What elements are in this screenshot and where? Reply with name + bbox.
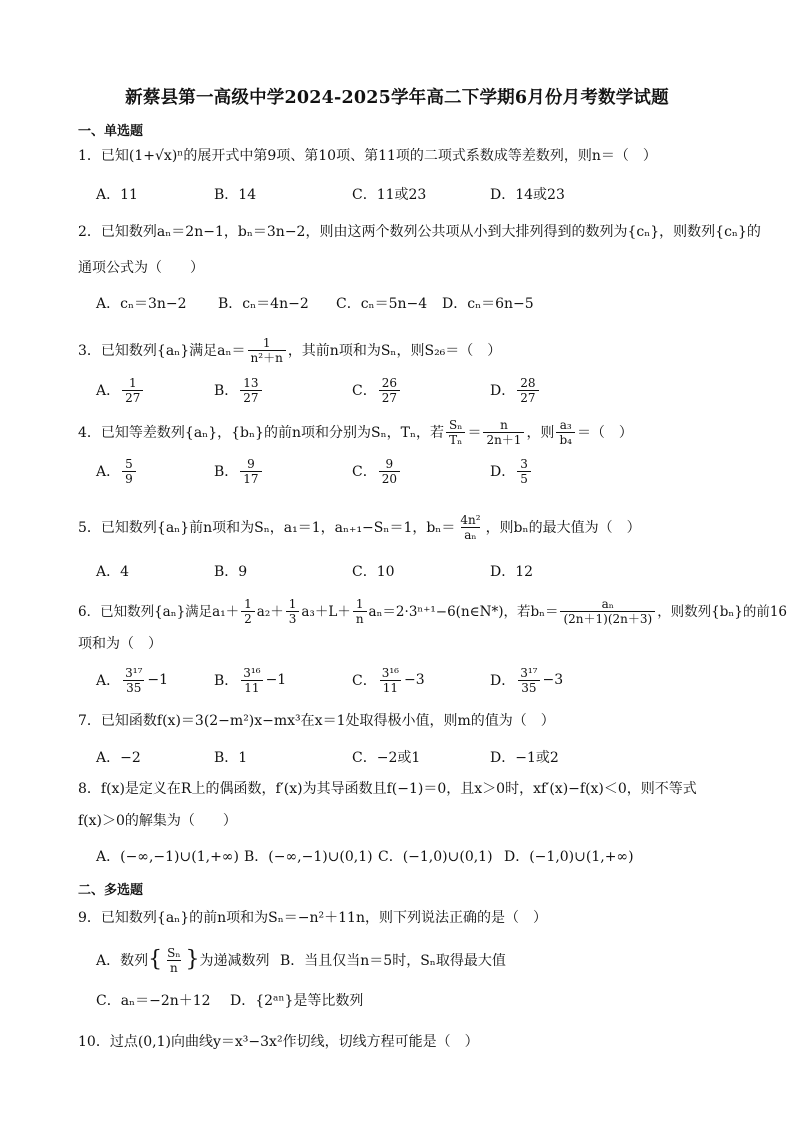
fraction-denominator: 20 [379,471,400,486]
fraction-numerator: 28 [520,375,536,390]
question-2-option-b[interactable]: B．cₙ＝4n−2 [218,296,309,312]
exam-title: 新蔡县第一高级中学2024-2025学年高二下学期6月份月考数学试题 [125,88,669,108]
question-4-option-c[interactable] [352,451,402,491]
question-2-option-d[interactable]: D．cₙ＝6n−5 [442,296,534,312]
option-fraction [379,376,400,405]
fraction-numerator: 3¹⁶ [243,665,261,680]
fraction-denominator: 11 [380,680,401,695]
question-5-text [78,513,641,542]
fraction-denominator: aₙ [461,527,479,542]
fraction-denominator: n²＋n [248,350,286,365]
fraction-denominator: 27 [122,390,143,405]
option-tail: −1 [147,672,169,688]
option-fraction [122,376,143,405]
option-label: D． [490,673,516,689]
question-5-fraction [457,513,483,542]
option-tail: −3 [542,672,564,688]
fraction-denominator: n [353,611,367,626]
option-label: A． [96,673,121,689]
question-4-option-d[interactable] [490,451,533,491]
fraction-denominator: 35 [518,680,539,695]
option-fraction [122,666,145,695]
question-6-mid-a: a₂＋ [256,603,284,620]
question-9-option-a[interactable] [96,940,270,980]
question-4-prefix: 4．已知等差数列{aₙ}，{bₙ}的前n项和分别为Sₙ，Tₙ，若 [78,424,445,441]
fraction-denominator: 5 [517,471,531,486]
fraction-numerator: 1 [128,375,137,390]
question-3-option-b[interactable] [214,370,264,410]
fraction-denominator: 3 [286,611,300,626]
fraction-denominator: Tₙ [446,432,465,447]
fraction-numerator: 1 [355,597,364,611]
question-3-suffix: ，其前n项和为Sₙ，则S₂₆＝（ ） [287,342,502,359]
fraction-denominator: 17 [240,471,261,486]
fraction-numerator: 9 [385,456,394,471]
question-8-text-line-2: f(x)＞0的解集为（ ） [78,813,237,829]
question-8-option-c[interactable]: C．(−1,0)∪(0,1) [378,849,493,865]
question-2-option-c[interactable]: C．cₙ＝5n−4 [336,296,428,312]
question-9-text: 9．已知数列{aₙ}的前n项和为Sₙ＝−n²＋11n，则下列说法正确的是（ ） [78,910,547,926]
question-4-text [78,418,633,447]
fraction-numerator: 9 [247,456,255,471]
question-8-option-d[interactable]: D．(−1,0)∪(1,+∞) [504,849,634,865]
question-6-fraction-third [286,597,300,626]
question-2-option-a[interactable]: A．cₙ＝3n−2 [96,296,187,312]
question-6-option-c[interactable] [352,660,425,700]
fraction-numerator: a₃ [559,418,572,432]
question-3-fraction [248,336,286,365]
question-7-option-c[interactable]: C．−2或1 [352,750,421,766]
question-2-text-line-1: 2．已知数列aₙ＝2n−1，bₙ＝3n−2，则由这两个数列公共项从小到大排列得到的数列为{cₙ}，则数列{cₙ}的 [78,224,761,240]
option-tail: −1 [265,672,287,688]
question-6-option-d[interactable] [490,660,563,700]
fraction-numerator: 3¹⁶ [381,665,399,680]
question-6-option-a[interactable] [96,660,168,700]
option-tail: −3 [403,672,425,688]
question-4-fraction-s-t [446,418,465,447]
question-7-option-a[interactable]: A．−2 [96,750,141,766]
question-9-option-d[interactable]: D．{2ᵃⁿ}是等比数列 [230,993,364,1009]
question-4-fraction-n [483,418,524,447]
fraction-denominator: 2 [241,611,255,626]
fraction-denominator: 27 [379,390,400,405]
right-brace: } [185,947,200,972]
option-fraction [517,666,540,695]
option-fraction [164,946,183,975]
question-3-text [78,336,501,365]
fraction-denominator: 35 [123,680,144,695]
question-6-text-line-2: 项和为（ ） [78,636,162,652]
fraction-numerator: Sₙ [167,945,181,960]
question-7-option-d[interactable]: D．−1或2 [490,750,559,766]
question-6-mid-c: aₙ＝2·3ⁿ⁺¹−6(n∈N*)，若bₙ＝ [368,603,559,620]
option-label: C． [352,673,377,689]
option-label: D． [490,464,516,480]
option-fraction [122,457,136,486]
option-label: A． [96,383,121,399]
option-prefix: A．数列 [96,953,149,969]
question-3-option-d[interactable] [490,370,541,410]
section-single-choice: 一、单选题 [78,124,144,139]
fraction-numerator: 1 [288,597,297,611]
question-2-text-line-2: 通项公式为（ ） [78,260,204,276]
option-label: D． [490,383,516,399]
question-1-option-d[interactable]: D．14或23 [490,187,565,203]
question-9-option-b[interactable]: B．当且仅当n＝5时，Sₙ取得最大值 [280,953,506,969]
question-1-text: 1．已知(1+√x)ⁿ的展开式中第9项、第10项、第11项的二项式系数成等差数列，则n＝（ ） [78,148,657,164]
question-6-fraction-one-over-n [353,597,367,626]
question-6-option-b[interactable] [214,660,286,700]
question-6-suffix: ，则数列{bₙ}的前16 [657,603,788,620]
option-fraction [379,666,402,695]
option-label: C． [352,383,377,399]
option-fraction [517,457,531,486]
option-fraction [240,457,261,486]
fraction-numerator: 3¹⁷ [520,665,538,680]
question-6-fraction-b-n [560,597,655,626]
question-7-option-b[interactable]: B．1 [214,750,248,766]
fraction-denominator: n [167,960,181,975]
question-4-option-b[interactable] [214,451,264,491]
question-4-fraction-a-b [556,418,575,447]
option-fraction [379,457,400,486]
fraction-denominator: 27 [240,390,261,405]
fraction-denominator: 9 [122,471,136,486]
question-8-option-b[interactable]: B．(−∞,−1)∪(0,1) [244,849,373,865]
question-6-prefix: 6．已知数列{aₙ}满足a₁＋ [78,603,240,620]
fraction-numerator: aₙ [601,597,614,611]
question-5-option-a[interactable]: A．4 [96,564,130,580]
fraction-numerator: 3 [520,456,528,471]
fraction-denominator: (2n＋1)(2n＋3) [560,611,655,626]
option-fraction [517,376,538,405]
fraction-numerator: 4n² [460,513,481,527]
option-fraction [240,376,261,405]
fraction-denominator: 11 [241,680,262,695]
question-5-option-b[interactable]: B．9 [214,564,248,580]
fraction-denominator: 2n＋1 [483,432,524,447]
fraction-numerator: 26 [381,375,397,390]
question-5-suffix: ，则bₙ的最大值为（ ） [485,519,641,536]
fraction-numerator: 13 [243,375,259,390]
fraction-numerator: 1 [244,597,252,611]
option-suffix: 为递减数列 [199,953,270,969]
question-1-option-a[interactable]: A．11 [96,187,138,203]
option-label: B． [214,383,239,399]
option-label: B． [214,464,239,480]
question-1-option-c[interactable]: C．11或23 [352,187,427,203]
fraction-numerator: n [500,418,508,432]
question-4-suffix: ＝（ ） [576,424,633,441]
question-3-prefix: 3．已知数列{aₙ}满足aₙ＝ [78,342,246,359]
question-1-option-b[interactable]: B．14 [214,187,257,203]
question-5-option-c[interactable]: C．10 [352,564,395,580]
fraction-numerator: 1 [262,336,271,350]
fraction-numerator: 5 [125,456,133,471]
question-4-mid: ，则 [526,424,555,441]
question-7-text: 7．已知函数f(x)＝3(2−m²)x−mx³在x＝1处取得极小值，则m的值为（ ） [78,713,555,729]
question-3-option-a[interactable] [96,370,145,410]
question-3-option-c[interactable] [352,370,402,410]
option-fraction [240,666,263,695]
question-8-text-line-1: 8．f(x)是定义在R上的偶函数，f′(x)为其导函数且f(−1)＝0，且x＞0时，xf′(x)−f(x)＜0，则不等式 [78,781,697,797]
fraction-denominator: b₄ [556,432,575,447]
question-6-text-line-1 [78,597,787,626]
fraction-numerator: Sₙ [449,418,463,432]
fraction-numerator: 3¹⁷ [125,665,143,680]
question-5-option-d[interactable]: D．12 [490,564,534,580]
question-6-fraction-half [241,597,255,626]
equals-sign: ＝ [467,424,482,441]
question-8-option-a[interactable]: A．(−∞,−1)∪(1,+∞) [96,849,239,865]
question-10-text: 10．过点(0,1)向曲线y＝x³−3x²作切线，切线方程可能是（ ） [78,1034,479,1050]
section-multiple-choice: 二、多选题 [78,883,144,898]
question-9-option-c[interactable]: C．aₙ＝−2n＋12 [96,993,211,1009]
question-4-option-a[interactable] [96,451,138,491]
option-label: A． [96,464,121,480]
fraction-denominator: 27 [517,390,538,405]
option-label: C． [352,464,377,480]
option-label: B． [214,673,239,689]
question-5-prefix: 5．已知数列{aₙ}前n项和为Sₙ，a₁＝1，aₙ₊₁−Sₙ＝1，bₙ＝ [78,519,456,536]
left-brace: { [148,947,163,972]
question-6-mid-b: a₃＋L＋ [301,603,351,620]
